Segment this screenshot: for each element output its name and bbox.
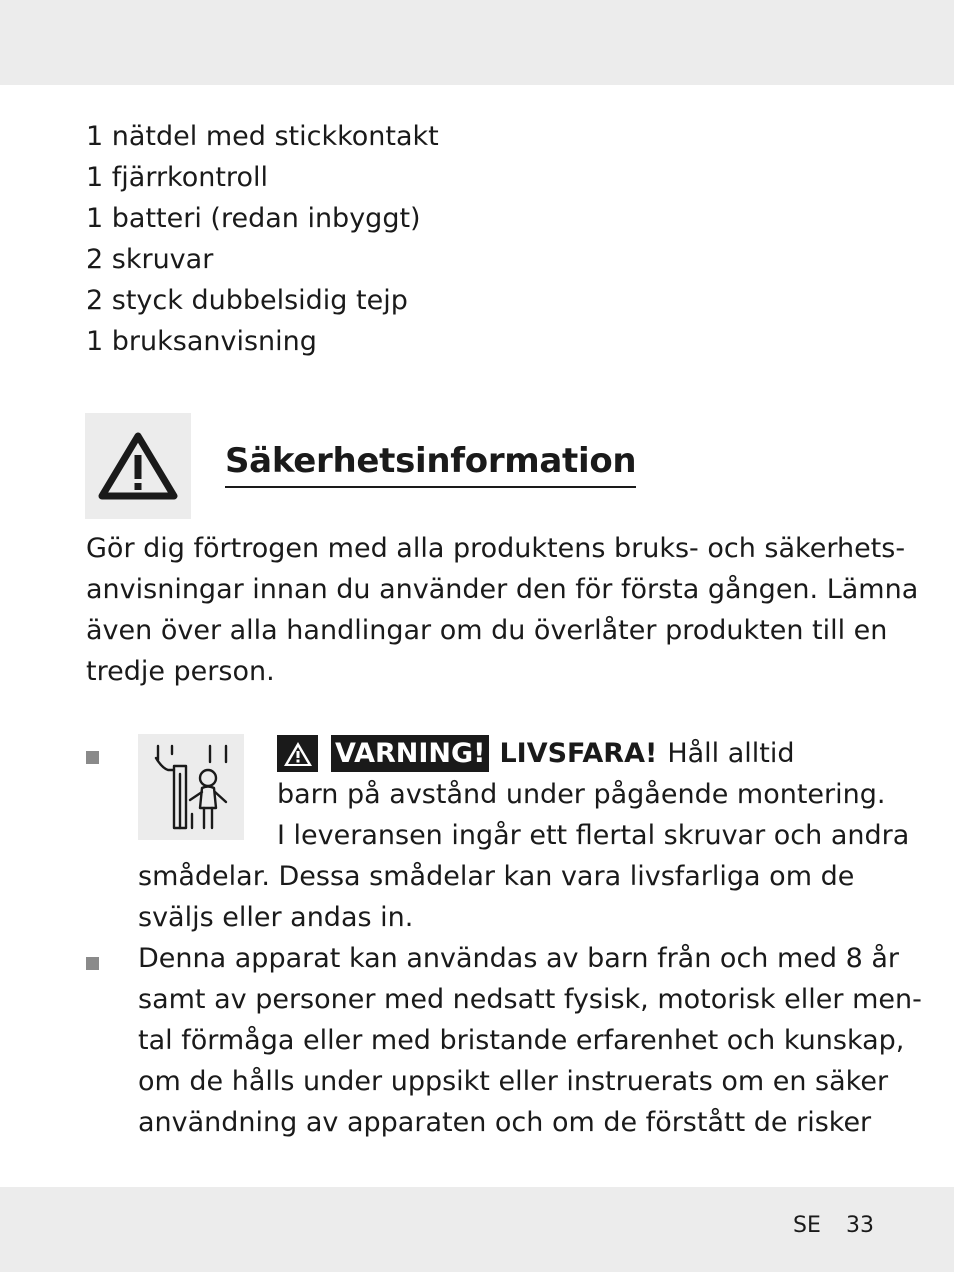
intro-line: tredje person. [86,656,275,687]
child-with-parts-icon [138,734,244,840]
section-heading: Säkerhetsinformation [225,439,636,488]
contents-list [86,116,439,362]
list-item: 1 batteri (redan inbyggt) [86,203,421,234]
list-item: 1 nätdel med stickkontakt [86,121,439,152]
intro-line: även över alla handlingar om du överlåter produkten till en [86,615,888,646]
list-item: 2 styck dubbelsidig tejp [86,285,408,316]
intro-line: Gör dig förtrogen med alla produktens bruks- och säkerhets- [86,533,906,564]
page-number: 33 [846,1213,874,1238]
bullet-item-text [138,938,922,1143]
item-line: samt av personer med nedsatt fysisk, motorisk eller men- [138,984,922,1015]
warning-text: sväljs eller andas in. [138,902,414,933]
item-line: användning av apparaten och om de förstått de risker [138,1107,872,1138]
warning-text: I leveransen ingår ett flertal skruvar och andra [277,820,910,851]
list-item: 1 fjärrkontroll [86,162,268,193]
bullet-marker [86,957,99,970]
warning-text: barn på avstånd under pågående montering. [277,779,886,810]
list-item: 2 skruvar [86,244,214,275]
list-item: 1 bruksanvisning [86,326,317,357]
warning-block [277,733,909,856]
item-line: om de hålls under uppsikt eller instruerats om en säker [138,1066,889,1097]
item-line: tal förmåga eller med bristande erfarenhet och kunskap, [138,1025,905,1056]
warning-text: Håll alltid [667,738,795,769]
intro-line: anvisningar innan du använder den för första gången. Lämna [86,574,919,605]
danger-label: LIVSFARA! [499,738,658,769]
header-band [0,0,954,85]
safety-intro [86,528,919,692]
item-line: Denna apparat kan användas av barn från och med 8 år [138,943,900,974]
warning-continuation [138,856,854,938]
footer-language: SE [793,1213,821,1238]
warning-text: smådelar. Dessa smådelar kan vara livsfarliga om de [138,861,855,892]
warning-triangle-icon [85,413,191,519]
warning-triangle-icon [277,735,318,772]
warning-label: VARNING! [331,735,489,772]
bullet-marker [86,751,99,764]
